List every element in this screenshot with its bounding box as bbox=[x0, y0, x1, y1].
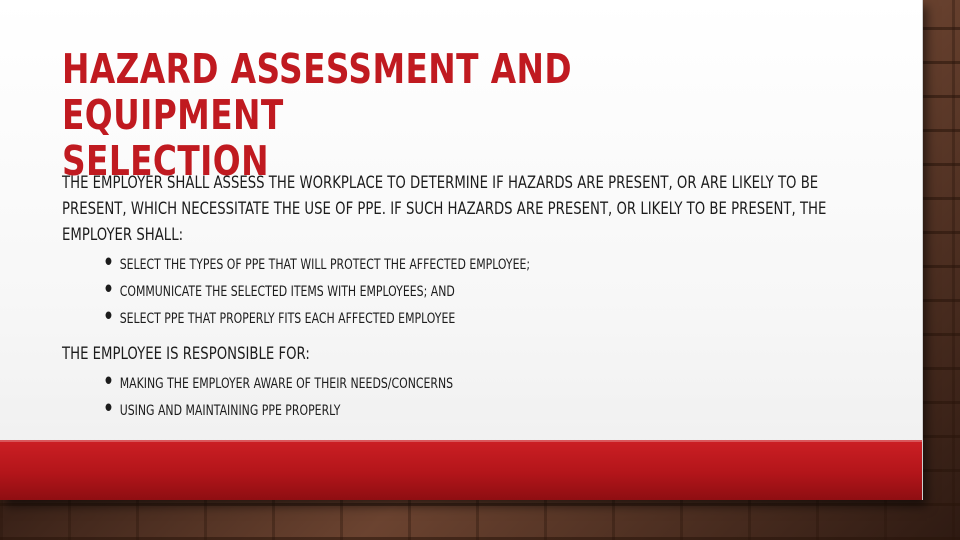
title-line-1: HAZARD ASSESSMENT AND EQUIPMENT bbox=[62, 45, 572, 139]
intro-paragraph bbox=[62, 170, 842, 248]
bullet-icon: • bbox=[102, 275, 115, 305]
employer-duties-list bbox=[62, 248, 842, 333]
intro-line: THE EMPLOYER SHALL ASSESS THE WORKPLACE TO DETERMINE IF HAZARDS ARE PRESENT, OR ARE LIKELY TO BE bbox=[62, 173, 819, 193]
list-item bbox=[102, 275, 842, 306]
footer-accent-band bbox=[0, 440, 922, 500]
list-item-text: MAKING THE EMPLOYER AWARE OF THEIR NEEDS/CONCERNS bbox=[119, 376, 454, 392]
employee-duties-list bbox=[62, 367, 842, 425]
list-item bbox=[102, 394, 842, 425]
list-item bbox=[102, 248, 842, 279]
band-highlight bbox=[0, 440, 922, 442]
list-item-text: USING AND MAINTAINING PPE PROPERLY bbox=[119, 403, 341, 419]
list-item bbox=[102, 367, 842, 398]
list-item-text: SELECT PPE THAT PROPERLY FITS EACH AFFECTED EMPLOYEE bbox=[119, 311, 456, 327]
intro-line: PRESENT, WHICH NECESSITATE THE USE OF PPE. IF SUCH HAZARDS ARE PRESENT, OR LIKELY TO BE PRESENT, THE bbox=[62, 199, 827, 219]
employee-heading: THE EMPLOYEE IS RESPONSIBLE FOR: bbox=[62, 344, 310, 364]
bullet-icon: • bbox=[102, 248, 115, 278]
bullet-icon: • bbox=[102, 394, 115, 424]
slide-title bbox=[62, 46, 718, 184]
list-item-text: COMMUNICATE THE SELECTED ITEMS WITH EMPLOYEES; AND bbox=[119, 284, 455, 300]
bullet-icon: • bbox=[102, 302, 115, 332]
title-line-2: SELECTION bbox=[62, 137, 269, 185]
list-item-text: SELECT THE TYPES OF PPE THAT WILL PROTECT THE AFFECTED EMPLOYEE; bbox=[119, 257, 531, 273]
bullet-icon: • bbox=[102, 367, 115, 397]
slide-body bbox=[62, 170, 842, 433]
intro-line: EMPLOYER SHALL: bbox=[62, 225, 184, 245]
list-item bbox=[102, 302, 842, 333]
